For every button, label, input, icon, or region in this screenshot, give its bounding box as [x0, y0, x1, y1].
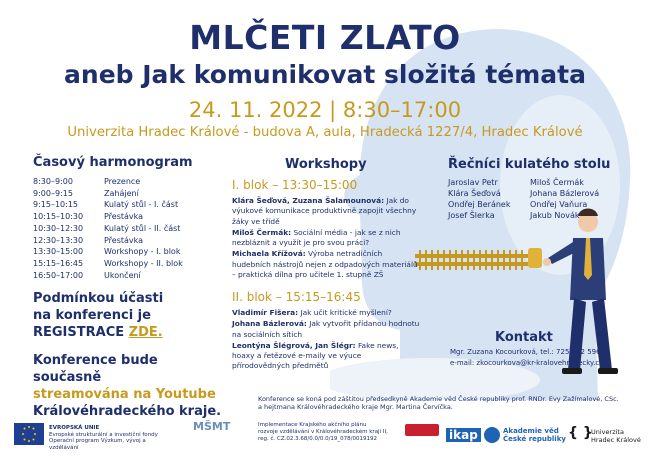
workshop-block1-list: [232, 196, 420, 280]
kraj-logo: [405, 424, 439, 436]
workshop-speakers: Leontýna Šlégrová, Jan Šlégr:: [232, 340, 356, 350]
workshop-speakers: Michaela Křížová:: [232, 249, 306, 259]
schedule-activity: Zahájení: [104, 188, 139, 198]
contact-email[interactable]: e-mail: zkocourkova@kr-kralovehradecky.cz: [450, 359, 603, 367]
registration-line2: na konferenci je: [33, 308, 151, 323]
project-line3: reg. č. CZ.02.3.68/0.0/0.0/19_078/0019192: [258, 436, 378, 442]
speakers-col1: [448, 178, 528, 222]
workshop-topic: Jak do výukové komunikace produktivně zapojit všechny žáky ve třídě: [232, 196, 417, 226]
speakers-col2: [530, 178, 620, 222]
workshop-block1: I. blok – 13:30–15:00: [232, 178, 358, 192]
uhk-logo-icon: { }: [568, 425, 593, 441]
registration-line1: Podmínkou účasti: [33, 291, 164, 306]
schedule-row: [33, 236, 203, 247]
contact-heading: Kontakt: [495, 330, 553, 345]
workshop-speakers: Miloš Čermák:: [232, 227, 292, 237]
ikap-logo: ikap: [446, 428, 481, 442]
registration-label: REGISTRACE: [33, 325, 129, 340]
project-line1: Implementace Krajského akčního plánu: [258, 422, 367, 428]
contact-info: [450, 347, 640, 369]
speaker-name: Josef Šlerka: [448, 211, 495, 220]
patronage-line2: a hejtmana Královéhradeckého kraje Mgr. Martina Červíčka.: [258, 403, 453, 411]
workshop-topic: Fake news, hoaxy a řetězové e-maily ve výuce přírodovědných předmětů: [232, 340, 399, 371]
schedule-time: 13:30–15:00: [33, 247, 84, 257]
workshop-block2-list: [232, 308, 420, 372]
workshop-block2: II. blok – 15:15–16:45: [232, 290, 361, 304]
schedule-time: 12:30–13:30: [33, 235, 84, 245]
av-logo-text: Akademie věd České republiky: [503, 427, 566, 443]
schedule-row: [33, 247, 203, 258]
schedule-time: 9:00–9:15: [33, 188, 73, 198]
patronage-line1: Konference se koná pod záštitou předsedkyně Akademie věd České republiky prof. RNDr. Evy Zažímalové, CSc.: [258, 395, 619, 403]
stream-note: [33, 352, 223, 420]
schedule-time: 8:30–9:00: [33, 177, 73, 186]
youtube-stream-link[interactable]: streamována na Youtube: [33, 387, 216, 402]
av-logo-icon: [484, 427, 500, 443]
workshop-speakers: Vladimír Fišera:: [232, 308, 299, 317]
page-subtitle: aneb Jak komunikovat složitá témata: [64, 60, 586, 89]
workshop-topic: Jak učit kritické myšlení?: [298, 308, 392, 317]
schedule-row: [33, 177, 203, 188]
speaker-name: Miloš Čermák: [530, 178, 584, 187]
event-date: 24. 11. 2022 | 8:30–17:00: [188, 98, 462, 122]
workshop-topic: Výroba netradičních hudebních nástrojů nejen z odpadových materiálů – praktická dílna pro učitele 1. stupně ZŠ: [232, 249, 418, 280]
page-title: MLČETI ZLATO: [189, 18, 461, 57]
speaker-name: Johana Bázlerová: [530, 189, 600, 198]
schedule-activity: Přestávka: [104, 212, 144, 222]
schedule-time: 16:50–17:00: [33, 270, 84, 280]
schedule-row: [33, 200, 203, 211]
speaker-name: Jakub Novák: [530, 211, 580, 220]
schedule-activity: Workshopy - II. blok: [104, 258, 183, 268]
contact-phone: Mgr. Zuzana Kocourková, tel.: 725 542 596: [450, 348, 601, 356]
schedule-time: 15:15–16:45: [33, 258, 84, 268]
schedule-row: [33, 271, 203, 282]
project-note: [258, 422, 408, 443]
schedule-row: [33, 189, 203, 200]
workshop-speakers: Johana Bázlerová:: [232, 319, 307, 329]
schedule-activity: Přestávka: [104, 235, 144, 245]
speaker-name: Jaroslav Petr: [448, 178, 498, 187]
schedule-row: [33, 224, 203, 235]
workshop-speakers: Klára Šeďová, Zuzana Šalamounová:: [232, 196, 385, 205]
schedule-activity: Kulatý stůl - I. část: [104, 200, 179, 210]
schedule-activity: Prezence: [104, 177, 141, 186]
eu-flag-icon: [14, 423, 44, 445]
workshop-topic: Jak vytvořit přídanou hodnotu na sociálních sítích: [232, 319, 420, 339]
registration-note: [33, 290, 223, 341]
event-venue: Univerzita Hradec Králové - budova A, aula, Hradecká 1227/4, Hradec Králové: [67, 125, 583, 140]
speakers-heading: Řečníci kulatého stolu: [448, 157, 611, 172]
speaker-name: Klára Šeďová: [448, 189, 501, 198]
schedule-row: [33, 212, 203, 223]
workshop-topic: Sociální média - jak se z nich nezbláznit a využít je pro svou práci?: [232, 227, 401, 248]
speaker-name: Ondřej Vaňura: [530, 200, 588, 209]
schedule-activity: Ukončení: [104, 270, 141, 280]
project-line2: rozvoje vzdělávání v Královéhradeckém kraji II,: [258, 429, 388, 435]
uhk-logo-text: Univerzita Hradec Králové: [591, 428, 641, 444]
schedule-time: 9:15–10:15: [33, 200, 79, 210]
schedule-row: [33, 259, 203, 270]
patronage-note: [258, 395, 648, 411]
schedule-time: 10:30–12:30: [33, 223, 84, 233]
schedule-activity: Kulatý stůl - II. část: [104, 223, 181, 233]
speaker-name: Ondřej Beránek: [448, 200, 511, 209]
schedule-activity: Workshopy - I. blok: [104, 247, 181, 257]
registration-link[interactable]: ZDE.: [128, 325, 163, 340]
eu-logo-text: EVROPSKÁ UNIE Evropské strukturální a investiční fondy Operační program Výzkum, vývoj a vzdělávání: [49, 425, 158, 451]
stream-line3: Královéhradeckého kraje.: [33, 404, 222, 419]
workshops-heading: Workshopy: [285, 157, 367, 172]
schedule-time: 10:15–10:30: [33, 212, 84, 222]
msmt-logo: MŠMT: [193, 420, 231, 433]
schedule-heading: Časový harmonogram: [33, 155, 193, 170]
stream-line1: Konference bude současně: [33, 353, 158, 385]
